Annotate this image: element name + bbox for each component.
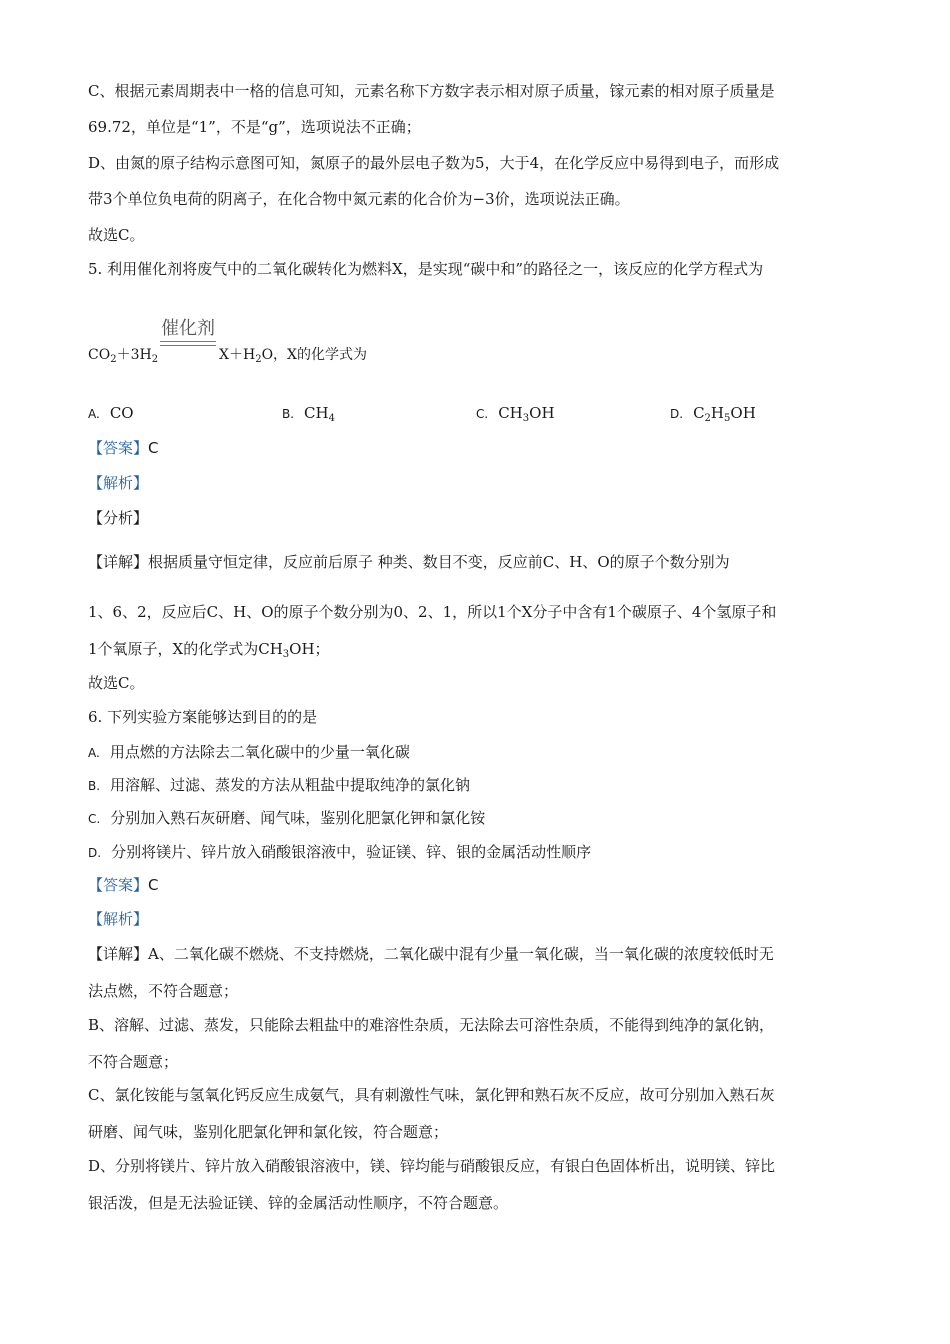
q6-detail-line-8: 银活泼，但是无法验证镁、锌的金属活动性顺序，不符合题意。 [88,1194,509,1212]
q5-option-a: A. CO [88,404,134,422]
reaction-arrow-line-2 [160,345,216,346]
q6-stem: 6. 下列实验方案能够达到目的的是 [88,708,318,726]
q6-detail-line-5: C、氯化铵能与氢氧化钙反应生成氨气，具有刺激性气味，氯化钾和熟石灰不反应，故可分别加入熟石灰 [88,1086,775,1104]
q5-option-d: D. $C_2H_5OH$ [670,404,756,424]
q6-option-d: D. 分别将镁片、锌片放入硝酸银溶液中，验证镁、锌、银的金属活动性顺序 [88,843,592,861]
q6-detail-line-1: 【详解】A、二氧化碳不燃烧、不支持燃烧，二氧化碳中混有少量一氧化碳，当一氧化碳的浓度较低时无 [88,945,774,963]
q6-detail-line-2: 法点燃，不符合题意； [88,982,239,1000]
c-explanation-line-2: 69.72，单位是“1”，不是“g”，选项说法不正确； [88,118,421,136]
choose-statement: 故选C。 [88,226,145,244]
d-explanation-line-2: 带3个单位负电荷的阴离子，在化合物中氮元素的化合价为−3价，选项说法正确。 [88,190,630,208]
q6-detail-line-7: D、分别将镁片、锌片放入硝酸银溶液中，镁、锌均能与硝酸银反应，有银白色固体析出，说明镁、锌比 [88,1157,776,1175]
q5-detail-line-1: 【详解】根据质量守恒定律，反应前后原子 种类、数目不变，反应前C、H、O的原子个数分别为 [88,553,730,571]
q6-option-a: A. 用点燃的方法除去二氧化碳中的少量一氧化碳 [88,743,410,761]
q5-fenxi-tag: 【分析】 [88,509,149,527]
c-explanation-line-1: C、根据元素周期表中一格的信息可知，元素名称下方数字表示相对原子质量，镓元素的相对原子质量是 [88,82,775,100]
q5-option-c: C. $CH_3OH$ [476,404,555,424]
reaction-arrow-line-1 [160,341,216,342]
q5-detail-line-3: 1个氧原子，X的化学式为$CH_3OH$； [88,640,330,660]
equation-left: $CO_2+3H_2$ [88,347,159,365]
d-explanation-line-1: D、由氮的原子结构示意图可知，氮原子的最外层电子数为5，大于4，在化学反应中易得到电子，而形成 [88,154,780,172]
q6-answer: 【答案】C [88,876,159,894]
q5-option-b: B. $CH_4$ [282,404,335,424]
q6-detail-line-3: B、溶解、过滤、蒸发，只能除去粗盐中的难溶性杂质，无法除去可溶性杂质，不能得到纯净的氯化钠， [88,1016,775,1034]
q6-option-b: B. 用溶解、过滤、蒸发的方法从粗盐中提取纯净的氯化钠 [88,776,471,794]
catalyst-label: 催化剂 [161,318,215,339]
equation-right: $X+H_2O$，X的化学式为 [219,347,368,365]
q6-analysis-tag: 【解析】 [88,910,149,928]
q5-answer: 【答案】C [88,439,159,457]
q5-stem: 5. 利用催化剂将废气中的二氧化碳转化为燃料X，是实现“碳中和”的路径之一，该反应的化学方程式为 [88,260,764,278]
q5-analysis-tag: 【解析】 [88,474,149,492]
q6-detail-line-4: 不符合题意； [88,1053,179,1071]
q6-detail-line-6: 研磨、闻气味，鉴别化肥氯化钾和氯化铵，符合题意； [88,1123,449,1141]
q5-detail-line-2: 1、6、2，反应后C、H、O的原子个数分别为0、2、1，所以1个X分子中含有1个碳原子、4个氢原子和 [88,603,777,621]
q6-option-c: C. 分别加入熟石灰研磨、闻气味，鉴别化肥氯化钾和氯化铵 [88,809,486,827]
q5-choose: 故选C。 [88,674,145,692]
